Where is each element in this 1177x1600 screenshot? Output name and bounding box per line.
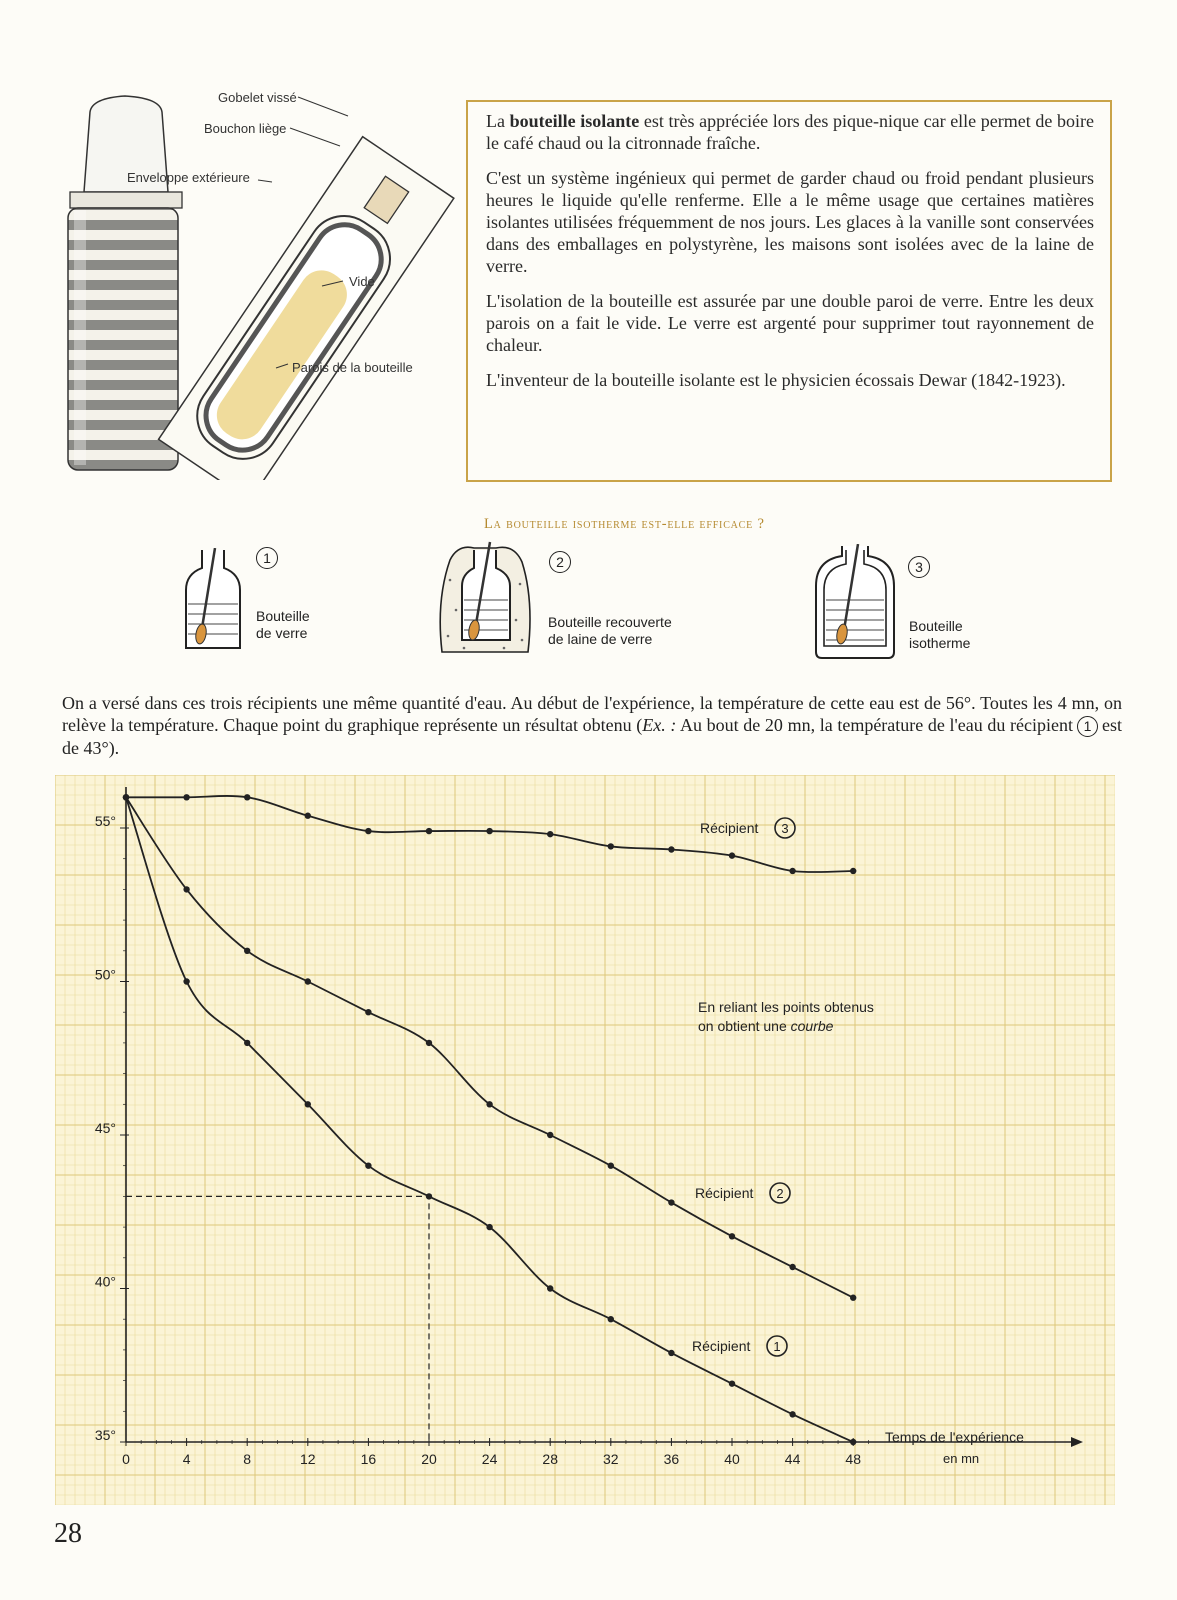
data-point-recipient-2: [244, 948, 250, 954]
x-tick-label: 0: [122, 1451, 130, 1467]
section-title: La bouteille isotherme est-elle efficace ?: [484, 516, 765, 532]
y-tick-label: 55°: [94, 813, 116, 829]
temperature-chart: [55, 775, 1115, 1505]
x-tick-label: 48: [845, 1451, 861, 1467]
x-tick-label: 12: [300, 1451, 316, 1467]
data-point-recipient-1: [668, 1350, 674, 1356]
data-point-recipient-2: [486, 1101, 492, 1107]
x-tick-label: 4: [182, 1451, 191, 1467]
bottle-isotherm-icon: [814, 544, 896, 662]
annotation-line-1: En reliant les points obtenus: [698, 999, 874, 1015]
data-point-recipient-2: [547, 1132, 553, 1138]
data-point-recipient-1: [729, 1380, 735, 1386]
y-tick-label: 45°: [94, 1120, 116, 1136]
data-point-recipient-3: [365, 828, 371, 834]
bottle-wool-icon: [434, 540, 536, 660]
data-point-recipient-2: [608, 1163, 614, 1169]
bottle-glass-icon: [184, 548, 246, 652]
bottle-1-caption: Bouteille de verre: [256, 608, 310, 641]
data-point-recipient-2: [183, 886, 189, 892]
series-label-recipient-1: Récipient: [692, 1338, 751, 1354]
label-vide: Vide: [349, 274, 375, 289]
data-point-recipient-3: [183, 794, 189, 800]
experiment-description: On a versé dans ces trois récipients une même quantité d'eau. Au début de l'expérience, la température de cette eau est de 56°. Toutes les 4 mn, on relève la température. Chaque point du graphique représente un résultat obtenu (Ex. : Au bout de 20 mn, la température de l'eau du récipient 1 est de 43°).: [62, 693, 1122, 758]
label-gobelet: Gobelet vissé: [218, 90, 297, 105]
series-label-recipient-3: Récipient: [700, 820, 759, 836]
bottle-2-number: 2: [549, 551, 571, 573]
series-number-2: 2: [776, 1186, 784, 1201]
info-paragraph-1: La bouteille isolante est très appréciée lors des pique-nique car elle permet de boire le café chaud ou la citronnade fraîche.: [486, 111, 1095, 153]
data-point-recipient-1: [365, 1163, 371, 1169]
data-point-recipient-3: [244, 794, 250, 800]
data-point-recipient-1: [305, 1101, 311, 1107]
x-tick-label: 36: [663, 1451, 680, 1467]
info-paragraph-3: L'isolation de la bouteille est assurée par une double paroi de verre. Entre les deux parois on a fait le vide. Le verre est argenté pour supprimer tout rayonnement de chaleur.: [486, 291, 1094, 355]
data-point-recipient-1: [486, 1224, 492, 1230]
x-axis-label: Temps de l'expérience: [885, 1429, 1024, 1445]
y-tick-label: 40°: [94, 1273, 116, 1290]
bottle-3-number: 3: [908, 556, 930, 578]
y-tick-label: 50°: [94, 966, 116, 983]
series-label-recipient-2: Récipient: [695, 1185, 754, 1201]
data-point-recipient-2: [729, 1233, 735, 1239]
data-point-recipient-3: [850, 868, 856, 874]
x-tick-label: 24: [481, 1451, 498, 1467]
data-point-recipient-1: [547, 1285, 553, 1291]
data-point-recipient-1: [850, 1439, 856, 1445]
data-point-recipient-2: [850, 1295, 856, 1301]
data-point-recipient-2: [789, 1264, 795, 1270]
x-tick-label: 8: [243, 1451, 252, 1467]
data-point-recipient-2: [305, 978, 311, 984]
data-point-recipient-3: [729, 852, 735, 858]
data-point-recipient-2: [668, 1199, 674, 1205]
data-point-recipient-3: [547, 831, 553, 837]
y-tick-label: 35°: [94, 1427, 116, 1443]
thermos-illustration: [40, 80, 460, 480]
data-point-recipient-3: [426, 828, 432, 834]
annotation-line-2: on obtient une courbe: [698, 1018, 834, 1034]
data-point-recipient-1: [426, 1193, 432, 1199]
data-point-recipient-3: [668, 846, 674, 852]
x-tick-label: 28: [542, 1451, 558, 1467]
bottle-1-number: 1: [256, 547, 278, 569]
data-point-recipient-1: [183, 978, 189, 984]
cutaway-section: [159, 137, 454, 480]
data-point-recipient-2: [426, 1040, 432, 1046]
data-point-recipient-3: [305, 813, 311, 819]
page-number: 28: [54, 1518, 82, 1549]
data-point-recipient-1: [123, 794, 129, 800]
info-paragraph-2: C'est un système ingénieux qui permet de garder chaud ou froid pendant plusieurs heures le liquide qu'elle renferme. Elle a le même usage que certaines matières isolantes utilisées fréquemment de nos jours. Les glaces à la vanille sont conservées dans des emballages en polystyrène, les maisons sont isolées avec de la laine de verre.: [486, 168, 1094, 276]
bottle-3-caption: Bouteille isotherme: [909, 618, 971, 651]
info-box: [466, 100, 1112, 482]
data-point-recipient-1: [789, 1411, 795, 1417]
series-number-1: 1: [773, 1339, 781, 1354]
info-paragraph-4: L'inventeur de la bouteille isolante est le physicien écossais Dewar (1842-1923).: [486, 370, 1066, 390]
label-enveloppe: Enveloppe extérieure: [127, 170, 250, 185]
x-tick-label: 40: [724, 1451, 740, 1467]
x-tick-label: 32: [603, 1451, 619, 1467]
x-tick-label: 44: [784, 1451, 801, 1467]
data-point-recipient-2: [365, 1009, 371, 1015]
x-tick-label: 20: [421, 1451, 437, 1467]
data-point-recipient-3: [608, 843, 614, 849]
x-tick-label: 16: [360, 1451, 377, 1467]
data-point-recipient-3: [486, 828, 492, 834]
x-axis-unit: en mn: [943, 1451, 980, 1466]
bottle-2-caption: Bouteille recouverte de laine de verre: [548, 614, 672, 647]
label-parois: Parois de la bouteille: [292, 360, 413, 375]
data-point-recipient-1: [608, 1316, 614, 1322]
data-point-recipient-3: [789, 868, 795, 874]
data-point-recipient-1: [244, 1040, 250, 1046]
series-number-3: 3: [781, 821, 789, 836]
label-bouchon: Bouchon liège: [204, 121, 287, 136]
